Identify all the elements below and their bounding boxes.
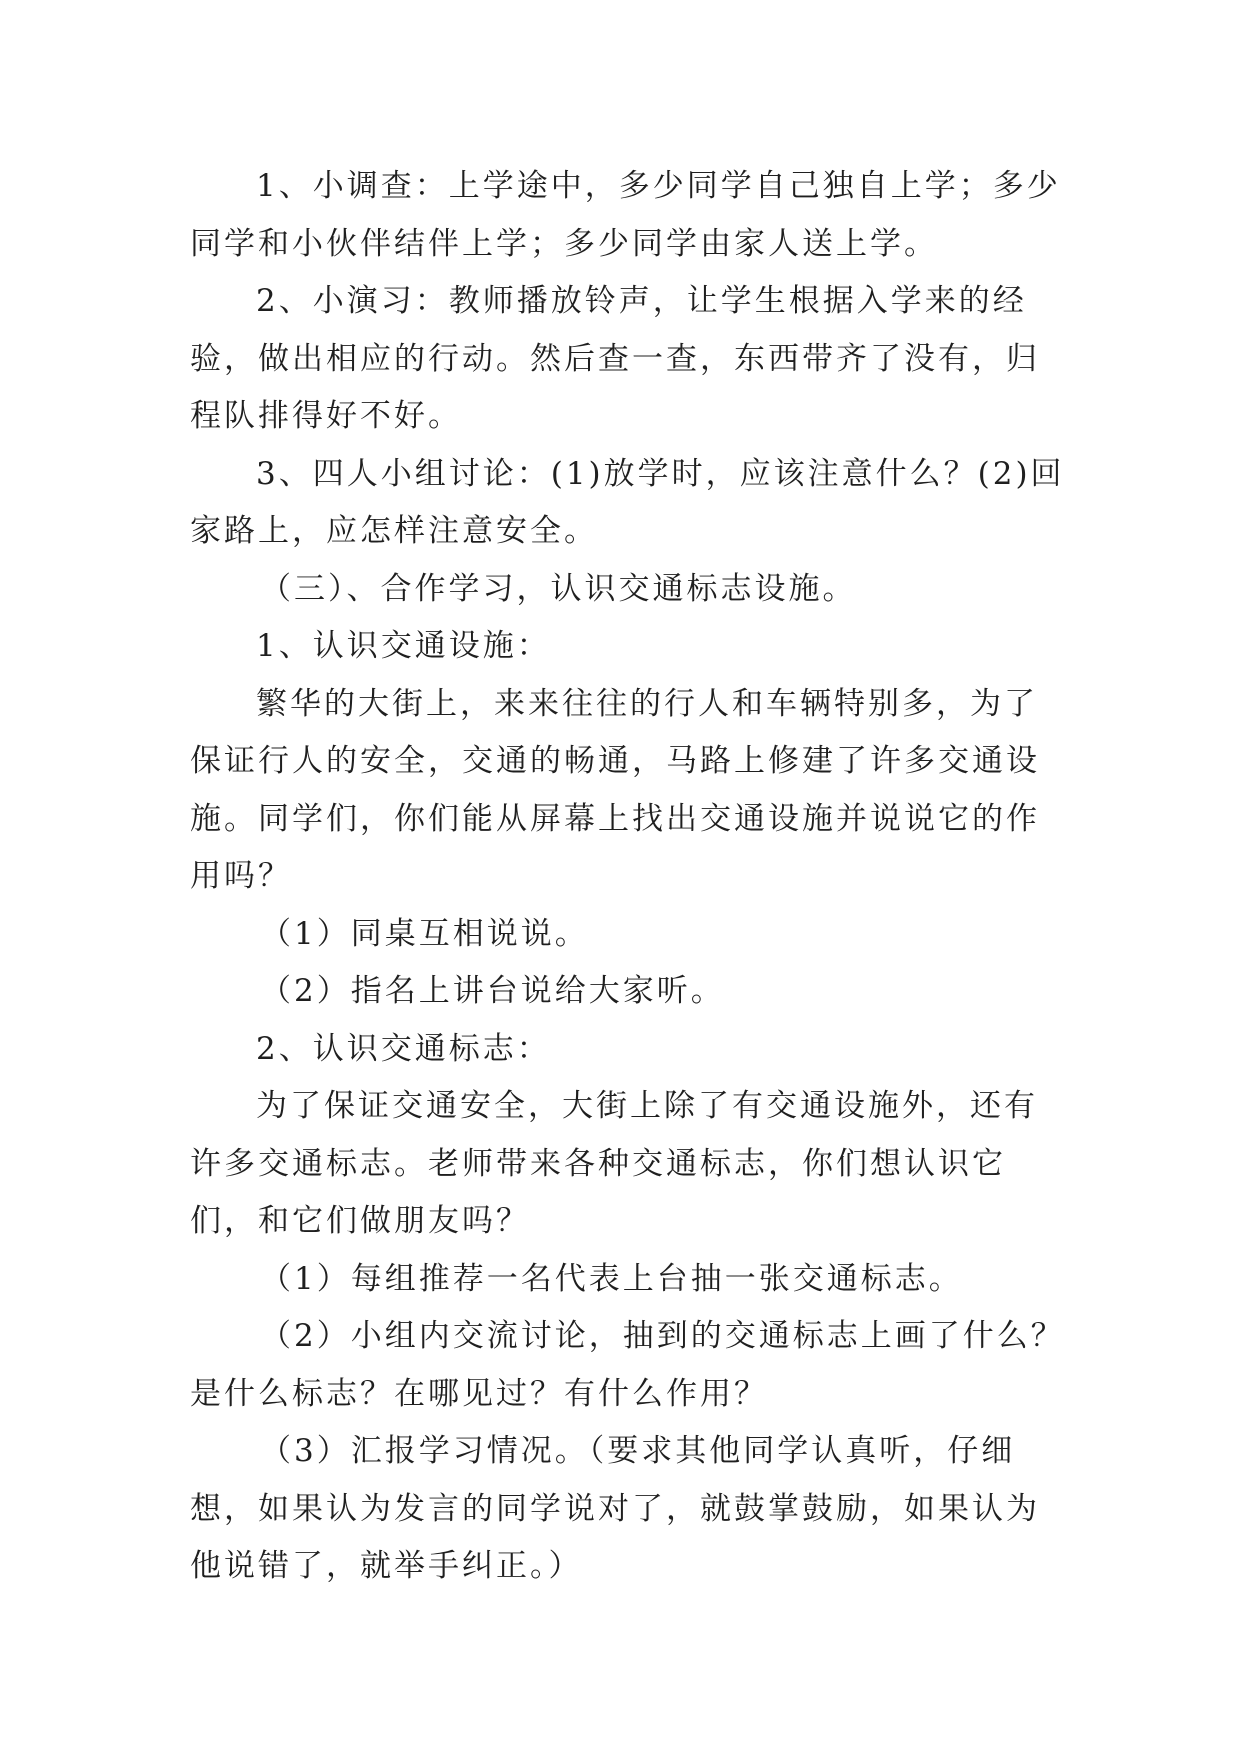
paragraph-facilities-heading: 1、认识交通设施：	[256, 628, 551, 664]
section-heading-cooperative-learning: （三）、合作学习，认识交通标志设施。	[260, 570, 857, 607]
paragraph-drill: 2、小演习：教师播放铃声，让学生根据入学来的经验，做出相应的行动。然后查一查，东西带齐了没有，归程队排得好不好。	[190, 283, 1040, 434]
paragraph-signs-step-2: （2）小组内交流讨论，抽到的交通标志上画了什么？是什么标志？在哪见过？有什么作用？	[190, 1318, 1065, 1412]
paragraph-signs-intro: 为了保证交通安全，大街上除了有交通设施外，还有许多交通标志。老师带来各种交通标志，你们想认识它们，和它们做朋友吗？	[190, 1088, 1038, 1239]
paragraph-signs-step-1: （1）每组推荐一名代表上台抽一张交通标志。	[260, 1260, 963, 1297]
paragraph-signs-heading: 2、认识交通标志：	[256, 1030, 551, 1067]
paragraph-signs-step-3: （3）汇报学习情况。（要求其他同学认真听，仔细想，如果认为发言的同学说对了，就鼓掌鼓励，如果认为他说错了，就举手纠正。）	[190, 1433, 1040, 1584]
paragraph-facilities-step-1: （1）同桌互相说说。	[260, 915, 589, 952]
paragraph-survey: 1、小调查：上学途中，多少同学自己独自上学；多少同学和小伙伴结伴上学；多少同学由家人送上学。	[190, 168, 1061, 262]
paragraph-facilities-intro: 繁华的大街上，来来往往的行人和车辆特别多，为了保证行人的安全，交通的畅通，马路上修建了许多交通设施。同学们，你们能从屏幕上找出交通设施并说说它的作用吗？	[190, 685, 1040, 894]
paragraph-facilities-step-2: （2）指名上讲台说给大家听。	[260, 973, 725, 1009]
paragraph-group-discussion: 3、四人小组讨论：(1)放学时，应该注意什么？(2)回家路上，应怎样注意安全。	[190, 455, 1065, 549]
document-body	[190, 158, 1070, 1596]
